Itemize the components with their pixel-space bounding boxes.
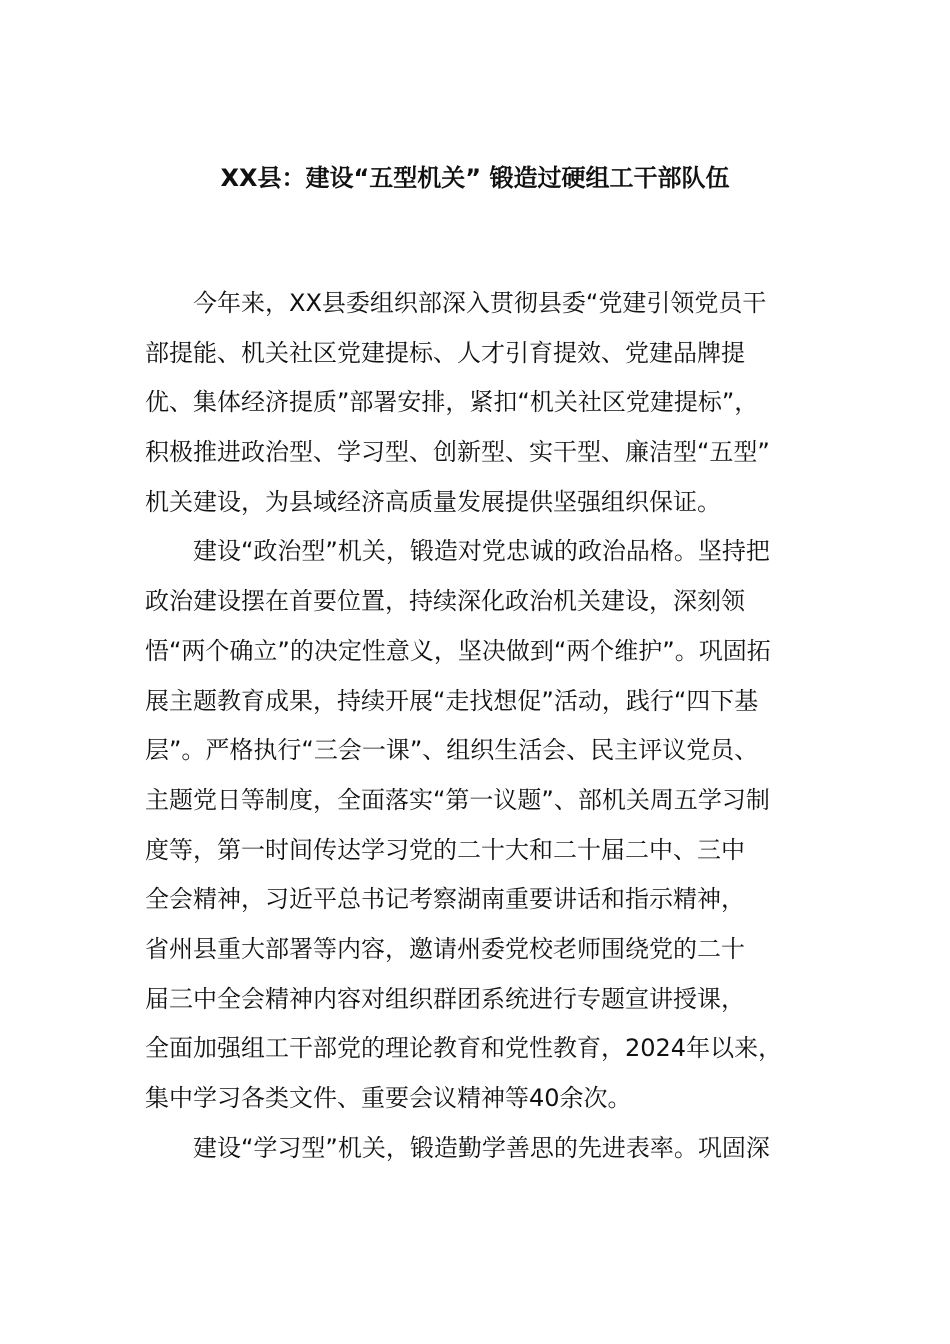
paragraph-1-line-1: 今年来，XX县委组织部深入贯彻县委“党建引领党员干	[193, 289, 767, 317]
paragraph-2-line-10: 届三中全会精神内容对组织群团系统进行专题宣讲授课，	[145, 984, 745, 1013]
paragraph-2-line-3: 悟“两个确立”的决定性意义，坚决做到“两个维护”。巩固拓	[145, 636, 771, 665]
paragraph-2-line-7: 度等，第一时间传达学习党的二十大和二十届二中、三中	[145, 835, 745, 864]
paragraph-1-line-2: 部提能、机关社区党建提标、人才引育提效、党建品牌提	[145, 338, 745, 367]
paragraph-1-line-4: 积极推进政治型、学习型、创新型、实干型、廉洁型“五型”	[145, 438, 770, 467]
paragraph-2-line-6: 主题党日等制度，全面落实“第一议题”、部机关周五学习制	[145, 785, 770, 814]
paragraph-2-line-11: 全面加强组工干部党的理论教育和党性教育，2024年以来，	[145, 1034, 783, 1063]
paragraph-2-line-2: 政治建设摆在首要位置，持续深化政治机关建设，深刻领	[145, 587, 745, 616]
paragraph-1-line-5: 机关建设，为县域经济高质量发展提供坚强组织保证。	[145, 487, 721, 516]
paragraph-2-line-8: 全会精神，习近平总书记考察湖南重要讲话和指示精神，	[145, 885, 745, 914]
paragraph-2-line-5: 层”。严格执行“三会一课”、组织生活会、民主评议党员、	[145, 736, 759, 765]
document-title: XX县：建设“五型机关” 锻造过硬组工干部队伍	[220, 164, 730, 192]
paragraph-2-line-12: 集中学习各类文件、重要会议精神等40余次。	[145, 1084, 632, 1112]
paragraph-2-line-1: 建设“政治型”机关，锻造对党忠诚的政治品格。坚持把	[193, 537, 770, 566]
paragraph-2-line-9: 省州县重大部署等内容，邀请州委党校老师围绕党的二十	[145, 934, 745, 963]
paragraph-3-line-1: 建设“学习型”机关，锻造勤学善思的先进表率。巩固深	[193, 1133, 770, 1162]
paragraph-1-line-3: 优、集体经济提质”部署安排，紧扣“机关社区党建提标”，	[145, 388, 759, 417]
paragraph-2-line-4: 展主题教育成果，持续开展“走找想促”活动，践行“四下基	[145, 686, 759, 715]
document-body	[145, 279, 835, 1173]
